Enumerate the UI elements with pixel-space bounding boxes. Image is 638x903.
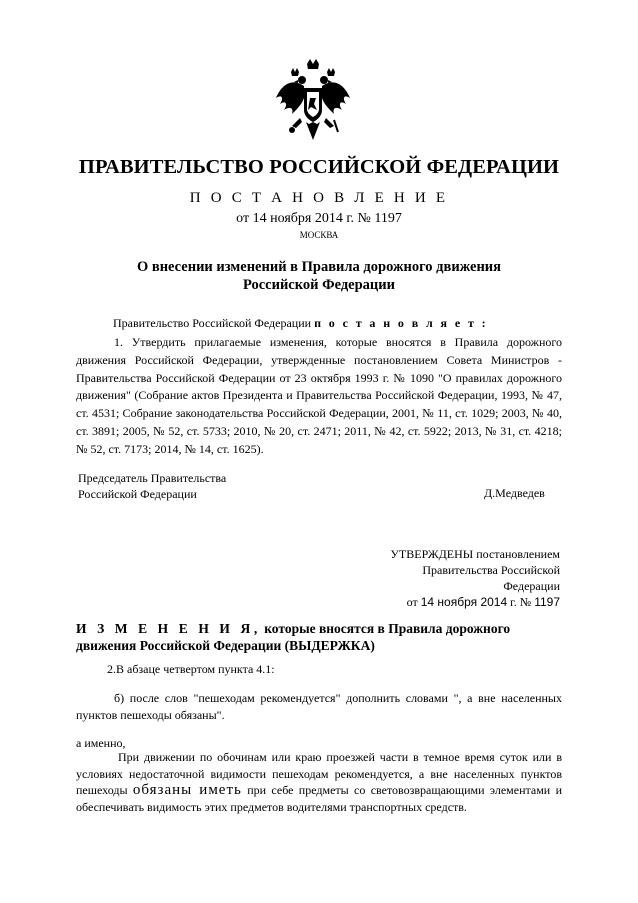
change-point: 2.В абзаце четвертом пункта 4.1: [107, 662, 275, 676]
approval-line-4 [360, 594, 560, 610]
approval-line-1: УТВЕРЖДЕНЫ постановлением [390, 547, 560, 561]
signer-title-line-2: Российской Федерации [78, 487, 197, 501]
changes-heading-word: И З М Е Н Е Н И Я, [76, 621, 261, 636]
signer-title-line-1: Председатель Правительства [78, 471, 227, 485]
government-title: ПРАВИТЕЛЬСТВО РОССИЙСКОЙ ФЕДЕРАЦИИ [78, 156, 560, 178]
document-city: МОСКВА [299, 230, 339, 240]
document-subject [0, 258, 638, 294]
paragraph-1: 1. Утвердить прилагаемые изменения, которые вносятся в Правила дорожного движения Российской Федерации, утвержденные постановлением Совета Министров - Правительства Российской Федерации от 23 октября 1993 г. № 1090 "О правилах дорожного движения" (Собрание актов Президента и Правительства Российской Федерации, 1993, № 47, ст. 4531; Собрание законодательства Российской Федерации, 2001, № 11, ст. 1029; 2003, № 40, ст. 3891; 2005, № 52, ст. 5733; 2010, № 20, ст. 2471; 2011, № 42, ст. 5922; 2013, № 31, ст. 4218; № 52, ст. 7173; 2014, № 14, ст. 1625). [76, 335, 562, 456]
signer-title [78, 470, 226, 502]
document-date-number: от 14 ноября 2014 г. № 1197 [236, 211, 402, 226]
approval-date-prefix: от [406, 595, 421, 609]
document-type: П О С Т А Н О В Л Е Н И Е [189, 190, 449, 206]
rule-text-part-1: При движении по обочинам или краю проезжей части в темное время суток или в условиях недостаточной видимости пешеходам рекомендуется, а вне населенных пунктов пешеходы [76, 750, 562, 797]
approval-number: 1197 [534, 595, 560, 609]
signer-name: Д.Медведев [484, 486, 545, 500]
subject-line-1: О внесении изменений в Правила дорожного движения [136, 259, 502, 275]
rule-text-part-2: при себе предметы со световозвращающими элементами и обеспечивать видимость этих предметов водителями транспортных средств. [76, 783, 562, 814]
decides-statement [113, 316, 488, 331]
changes-heading [76, 620, 562, 654]
approval-block [360, 546, 560, 610]
rule-text-emphasis: обязаны иметь [132, 782, 242, 798]
approval-line-2: Правительства Российской [422, 563, 560, 577]
change-item-b: б) после слов "пешеходам рекомендуется" дополнить словами ", а вне населенных пунктов пешеходы обязаны". [76, 691, 562, 722]
subject-line-2: Российской Федерации [242, 277, 395, 293]
approval-date: 14 ноября 2014 [420, 595, 508, 609]
namely-label: а именно, [76, 736, 126, 750]
changes-heading-rest: которые вносятся в Правила дорожного движения Российской Федерации (ВЫДЕРЖКА) [76, 621, 511, 653]
russian-coat-of-arms-icon [274, 58, 352, 148]
approval-number-prefix: г. № [507, 595, 535, 609]
decides-prefix: Правительство Российской Федерации [113, 316, 315, 330]
approval-line-3: Федерации [503, 579, 560, 593]
decides-verb: п о с т а н о в л я е т : [314, 316, 489, 330]
rule-text [76, 749, 562, 815]
